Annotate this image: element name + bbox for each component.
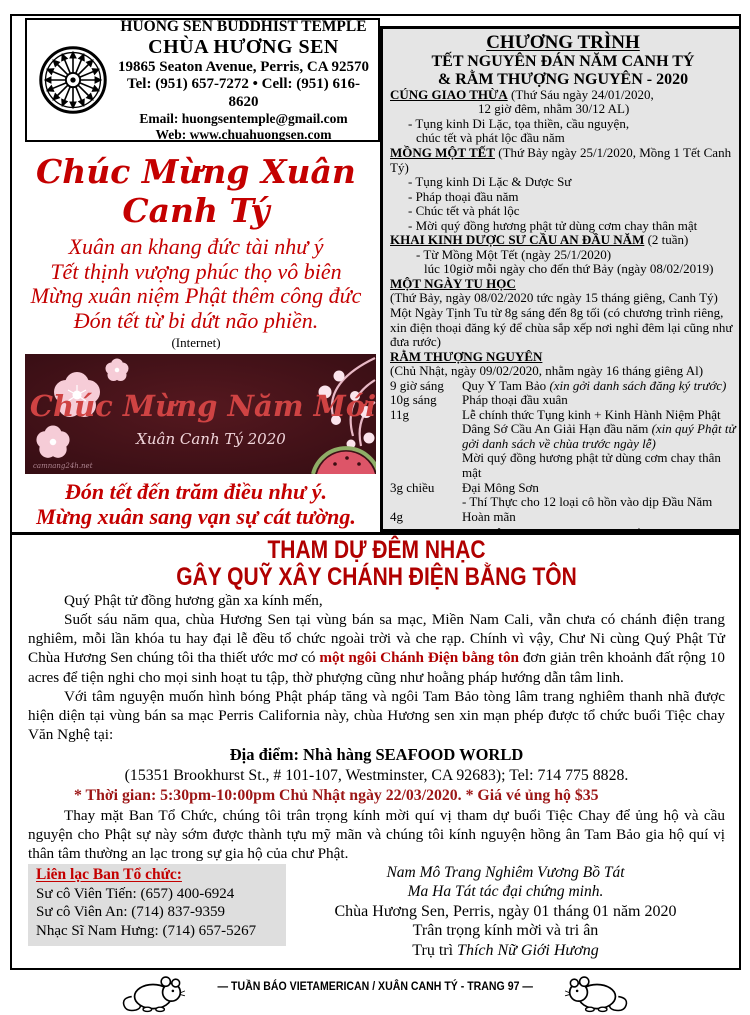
closing-abbess-line: Trụ trì Thích Nữ Giới Hương	[412, 941, 599, 959]
fundraiser-section	[12, 535, 739, 960]
schedule-row: 3g chiều Đại Mông Sơn - Thí Thực cho 12 loại cô hồn vào dịp Đầu Năm	[390, 479, 713, 510]
schedule-row: 10g sáng Pháp thoại đầu xuân	[390, 392, 568, 408]
rat-icon	[564, 971, 630, 1015]
schedule-row: 11g Lễ chính thức Tụng kinh + Kinh Hành Niệm Phật Dâng Sớ Cầu An Giải Hạn đầu năm (xin quý Phật tử gởi danh sách về chùa trước ngày lễ) Mời quý đồng hương phật tử dùng cơm chay thân mật	[390, 406, 736, 481]
program-line: KHAI KINH DƯỢC SƯ CẦU AN ĐẦU NĂM (2 tuần)	[390, 232, 689, 248]
poem-credit: (Internet)	[171, 334, 221, 350]
bottom-row	[28, 864, 725, 960]
program-line: MỘT NGÀY TU HỌC	[390, 275, 516, 291]
homage-bodhisattva-line2: Ma Ha Tát tác đại chứng minh.	[407, 883, 604, 901]
program-line: - Từ Mồng Một Tết (ngày 25/1/2020)	[416, 246, 612, 262]
time-and-price-line: * Thời gian: 5:30pm-10:00pm Chủ Nhật ngày 22/03/2020. * Giá vé ủng hộ $35	[74, 786, 599, 804]
program-subtitle-2: & RẰM THƯỢNG NGUYÊN - 2020	[437, 70, 689, 88]
venue-address: (15351 Brookhurst St., # 101-107, Westminster, CA 92683); Tel: 714 775 8828.	[124, 766, 629, 784]
venue-line: Địa điểm: Nhà hàng SEAFOOD WORLD	[229, 745, 524, 765]
program-line: - Pháp thoại đầu năm	[408, 188, 519, 204]
temple-name-vi: CHÙA HƯƠNG SEN	[148, 35, 339, 58]
dharma-wheel-icon	[37, 44, 109, 116]
program-box	[380, 26, 739, 532]
left-column	[12, 16, 380, 532]
homage-bodhisattva-line1: Nam Mô Trang Nghiêm Vương Bồ Tát	[386, 864, 625, 882]
poem-line: Đón tết từ bi dứt não phiền.	[73, 307, 319, 333]
program-signature	[390, 527, 736, 532]
schedule-row: 9 giờ sáng Quy Y Tam Bảo (xin gởi danh sách đăng ký trước)	[390, 377, 727, 393]
page-border	[10, 14, 741, 970]
closing-block	[286, 864, 725, 960]
contact-line: Sư cô Viên An: (714) 837-9359	[36, 904, 226, 921]
program-line: 12 giờ đêm, nhằm 30/12 AL)	[478, 101, 630, 117]
contact-title: Liên lạc Ban Tổ chức:	[36, 866, 182, 884]
wish-line: Mừng xuân sang vạn sự cát tường.	[36, 503, 356, 529]
greeting-heading: Chúc Mừng Xuân Canh Tý	[36, 152, 356, 230]
page-footer	[0, 971, 750, 1015]
program-line: CÚNG GIAO THỪA (Thứ Sáu ngày 24/01/2020,	[390, 86, 654, 102]
program-line: - Chúc tết và phát lộc	[408, 203, 520, 219]
poem-line: Mừng xuân niệm Phật thêm công đức	[30, 283, 362, 309]
highlight-chanh-dien: một ngôi Chánh Điện bằng tôn	[319, 649, 520, 667]
program-line: (Thứ Bảy, ngày 08/02/2020 tức ngày 15 tháng giêng, Canh Tý)	[390, 290, 718, 306]
closing-date-line: Chùa Hương Sen, Perris, ngày 01 tháng 01 năm 2020	[334, 902, 677, 920]
temple-info	[113, 18, 374, 143]
temple-address: 19865 Seaton Avenue, Perris, CA 92570	[118, 58, 369, 75]
banner-text-main: Chúc Mừng Năm Mới	[29, 388, 376, 423]
contact-box	[28, 864, 286, 946]
program-line: - Tụng kinh Di Lặc, tọa thiền, cầu nguyện,	[408, 115, 630, 131]
banner-watermark: camnang24h.net	[33, 461, 93, 470]
program-subtitle-1: TẾT NGUYÊN ĐÁN NĂM CANH TÝ	[431, 53, 695, 71]
program-line: - Mời quý đồng hương phật tử dùng cơm chay thân mật	[408, 217, 698, 233]
contact-line: Nhạc Sĩ Nam Hưng: (714) 657-5267	[36, 922, 257, 939]
program-line: Tý)	[390, 159, 409, 175]
schedule-row: 4g Hoàn mãn	[390, 508, 516, 524]
temple-phone: Tel: (951) 657-7272 • Cell: (951) 616-8620	[127, 76, 360, 110]
footer-text: — TUẦN BÁO VIETAMERICAN / XUÂN CANH TÝ - TRANG 97 —	[217, 979, 533, 993]
program-line: MỒNG MỘT TẾT (Thứ Bảy ngày 25/1/2020, Mồng 1 Tết Canh	[390, 144, 732, 160]
new-year-wishes	[12, 479, 380, 530]
closing-thanks-line: Trân trọng kính mời và tri ân	[412, 922, 599, 940]
greeting-poem	[12, 235, 380, 334]
program-line: lúc 10giờ mỗi ngày cho đến thứ Bảy (ngày 08/02/2019)	[424, 261, 714, 277]
banner-text-sub: Xuân Canh Tý 2020	[136, 429, 286, 448]
new-year-banner-image	[25, 354, 376, 474]
temple-web: Web: www.chuahuongsen.com	[155, 126, 332, 142]
contact-line: Sư cô Viên Tiến: (657) 400-6924	[36, 886, 235, 903]
poem-line: Xuân an khang đức tài như ý	[68, 234, 324, 259]
program-line: chúc tết và phát lộc đầu năm	[416, 130, 565, 146]
fundraiser-title-line2: GÂY QUỸ XÂY CHÁNH ĐIỆN BẰNG TÔN	[176, 563, 577, 591]
wish-line: Đón tết đến trăm điều như ý.	[65, 478, 327, 504]
program-line: (Chủ Nhật, ngày 09/02/2020, nhằm ngày 16 tháng giêng Al)	[390, 363, 704, 379]
temple-email: Email: huongsentemple@gmail.com	[139, 111, 348, 127]
program-line: RẰM THƯỢNG NGUYÊN	[390, 348, 543, 364]
paragraph-salutation: Quý Phật tử đồng hương gần xa kính mến,	[64, 592, 323, 609]
temple-header-box	[25, 18, 380, 142]
rat-icon	[120, 971, 186, 1015]
fundraiser-title-line1: THAM DỰ ĐÊM NHẠC	[267, 536, 486, 564]
paragraph-invitation: Thay mặt Ban Tổ Chức, chúng tôi trân trọng kính mời quí vị tham dự buổi Tiệc Chay để ủng hộ và cầu nguyện cho Phật sự này sớm được thành tựu mỹ mãn và chúng tôi kính nguyện hồng ân Tam Bảo gia hộ quí vị thân tâm thường an lạc trong sự gia hộ của chư Phật.	[28, 806, 725, 862]
paragraph-background: Suốt sáu năm qua, chùa Hương Sen tại vùng bán sa mạc, Miền Nam Cali, vẫn chưa có chánh điện trang nghiêm, mỗi lần khóa tu hay đại lễ đều tổ chức ngoài trời và che rạp. Chính vì vậy, Chư Ni cùng Quý Phật Tử Chùa Hương Sen chúng tôi tha thiết ước mơ có một ngôi Chánh Điện bằng tôn đơn giản trên khoảnh đất rộng 10 acres để tiện nghi cho mọi sinh hoạt tu tập, thờ phượng cũng như hoằng pháp hướng dẫn tâm linh.	[28, 611, 725, 686]
poem-line: Tết thịnh vượng phúc thọ vô biên	[50, 258, 342, 284]
temple-name-en: HUONG SEN BUDDHIST TEMPLE	[120, 17, 367, 35]
top-section	[12, 16, 739, 532]
program-line: - Tụng kinh Di Lặc & Dược Sư	[408, 174, 572, 190]
program-title: CHƯƠNG TRÌNH	[486, 32, 640, 53]
program-line: Một Ngày Tịnh Tu từ 8g sáng đến 8g tối (có chương trình riêng, xin điện thoại đăng ký để chùa sắp xếp nơi nghỉ đêm lại cũng như đưa rước)	[390, 305, 733, 350]
paragraph-purpose: Với tâm nguyện muốn hình bóng Phật pháp tăng và ngôi Tam Bảo tòng lâm trang nghiêm thanh nhã được hiện diện tại vùng bán sa mạc Perris California này, chùa Hương sen xin mạn phép được tổ chức buổi Tiệc chay Văn Nghệ tại:	[28, 687, 725, 743]
